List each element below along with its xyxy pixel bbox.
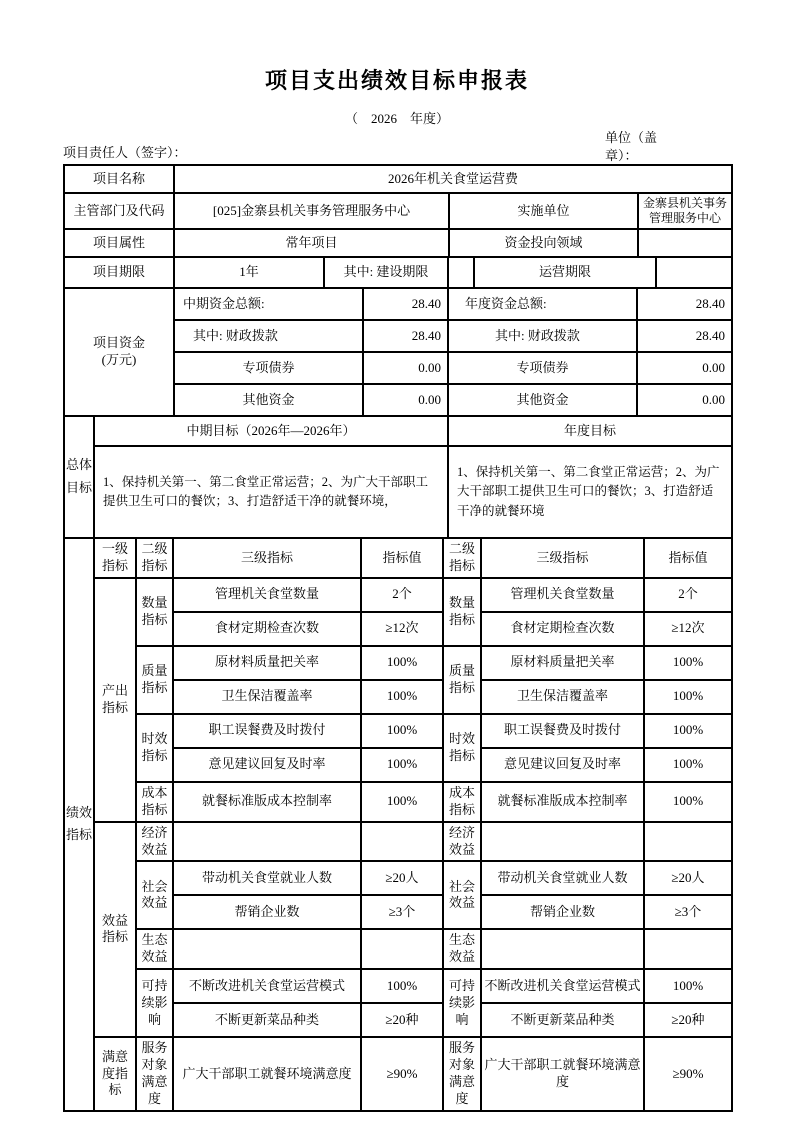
indicator-value-cell-mid: 100% xyxy=(361,714,443,748)
mid-goal-header-cell: 中期目标（2026年—2026年） xyxy=(94,416,448,446)
page-title: 项目支出绩效目标申报表 xyxy=(264,68,529,93)
performance-table xyxy=(63,537,733,1112)
indicator-name-cell-mid: 带动机关食堂就业人数 xyxy=(173,861,361,895)
funds-label-cell: 项目资金 (万元) xyxy=(64,288,174,416)
overall-label-cell: 总体目标 xyxy=(64,416,94,538)
overall-content-row xyxy=(64,446,732,538)
indicator-value-cell-mid: ≥90% xyxy=(361,1037,443,1111)
overall-header-row xyxy=(64,416,732,446)
indicator-name-cell-year: 卫生保洁覆盖率 xyxy=(481,680,644,714)
signer-label: 项目责任人（签字）： xyxy=(63,145,187,161)
indicator-row xyxy=(64,578,732,612)
indicator-value-cell-year: ≥20人 xyxy=(644,861,732,895)
indicator-row xyxy=(64,782,732,822)
indicator-name-cell-mid: 管理机关食堂数量 xyxy=(173,578,361,612)
value-header-cell-mid: 指标值 xyxy=(361,538,443,578)
year-goal-text-cell: 1、保持机关第一、第二食堂正常运营；2、为广大干部职工提供卫生可口的餐饮；3、打造舒适干净的就餐环境 xyxy=(448,446,732,538)
year-goal-header-cell: 年度目标 xyxy=(448,416,732,446)
level1-header-cell: 一级指标 xyxy=(94,538,136,578)
indicator-value-cell-mid: 100% xyxy=(361,748,443,782)
fund-mid-label-cell: 专项债券 xyxy=(174,352,363,384)
dept-cell: [025]金寨县机关事务管理服务中心 xyxy=(174,193,449,229)
indicator-value-cell-year: 100% xyxy=(644,680,732,714)
indicator-value-cell-year: ≥20种 xyxy=(644,1003,732,1037)
level2-group-cell-mid: 社会效益 xyxy=(136,861,173,929)
fund-year-value-cell: 0.00 xyxy=(637,384,732,416)
indicator-value-cell-mid: 100% xyxy=(361,782,443,822)
meta-row xyxy=(63,129,731,164)
indicator-name-cell-year: 原材料质量把关率 xyxy=(481,646,644,680)
indicator-name-cell-mid: 帮销企业数 xyxy=(173,895,361,929)
oper-period-label-cell: 运营期限 xyxy=(474,257,656,288)
level1-group-cell: 满意度指标 xyxy=(94,1037,136,1111)
indicator-name-cell-mid: 就餐标准版成本控制率 xyxy=(173,782,361,822)
perf-header-row xyxy=(64,538,732,578)
mid-goal-text-cell: 1、保持机关第一、第二食堂正常运营；2、为广大干部职工提供卫生可口的餐饮；3、打造舒适干净的就餐环境， xyxy=(94,446,448,538)
fund-year-value-cell: 28.40 xyxy=(637,320,732,352)
fund-row xyxy=(64,288,732,320)
build-period-label-cell: 其中: 建设期限 xyxy=(324,257,448,288)
dept-row xyxy=(64,193,732,229)
overall-goal-table xyxy=(63,415,733,539)
fund-year-value-cell: 28.40 xyxy=(637,288,732,320)
indicator-value-cell-year xyxy=(644,822,732,862)
fund-year-label-cell: 年度资金总额: xyxy=(448,288,637,320)
fund-year-label-cell: 其中: 财政拨款 xyxy=(448,320,637,352)
level2-group-cell-year: 质量指标 xyxy=(443,646,481,714)
indicator-name-cell-mid xyxy=(173,822,361,862)
value-header-cell-year: 指标值 xyxy=(644,538,732,578)
level2-group-cell-year: 可持续影响 xyxy=(443,969,481,1037)
project-name-cell: 2026年机关食堂运营费 xyxy=(174,165,732,193)
basic-info-table xyxy=(63,164,733,258)
indicator-value-cell-year: 2个 xyxy=(644,578,732,612)
indicator-name-cell-year: 管理机关食堂数量 xyxy=(481,578,644,612)
indicator-value-cell-year: 100% xyxy=(644,969,732,1003)
indicator-name-cell-year: 不断改进机关食堂运营模式 xyxy=(481,969,644,1003)
indicator-value-cell-mid: ≥12次 xyxy=(361,612,443,646)
indicator-value-cell-mid: 100% xyxy=(361,646,443,680)
indicator-name-cell-mid xyxy=(173,929,361,969)
indicator-value-cell-mid: 2个 xyxy=(361,578,443,612)
page-subtitle: （ 2026 年度） xyxy=(344,111,449,126)
fund-mid-value-cell: 28.40 xyxy=(363,320,448,352)
level2-group-cell-mid: 时效指标 xyxy=(136,714,173,782)
level2-group-cell-year: 成本指标 xyxy=(443,782,481,822)
level1-group-cell: 产出指标 xyxy=(94,578,136,822)
indicator-value-cell-mid xyxy=(361,929,443,969)
indicator-value-cell-mid: 100% xyxy=(361,969,443,1003)
level2-group-cell-year: 社会效益 xyxy=(443,861,481,929)
indicator-row xyxy=(64,969,732,1003)
indicator-row xyxy=(64,714,732,748)
period-table xyxy=(63,256,733,289)
oper-period-cell xyxy=(656,257,732,288)
fund-mid-value-cell: 0.00 xyxy=(363,384,448,416)
impl-unit-label-cell: 实施单位 xyxy=(449,193,638,229)
project-name-label-cell: 项目名称 xyxy=(64,165,174,193)
level2-group-cell-year: 生态效益 xyxy=(443,929,481,969)
indicator-name-cell-mid: 职工误餐费及时拨付 xyxy=(173,714,361,748)
funds-table xyxy=(63,287,733,417)
indicator-row xyxy=(64,646,732,680)
indicator-name-cell-mid: 意见建议回复及时率 xyxy=(173,748,361,782)
indicator-row xyxy=(64,929,732,969)
indicator-value-cell-year xyxy=(644,929,732,969)
indicator-name-cell-year: 食材定期检查次数 xyxy=(481,612,644,646)
indicator-name-cell-year: 带动机关食堂就业人数 xyxy=(481,861,644,895)
level2-group-cell-mid: 生态效益 xyxy=(136,929,173,969)
indicator-name-cell-year xyxy=(481,822,644,862)
indicator-row xyxy=(64,1037,732,1111)
indicator-name-cell-year: 意见建议回复及时率 xyxy=(481,748,644,782)
indicator-name-cell-year: 帮销企业数 xyxy=(481,895,644,929)
indicator-value-cell-mid xyxy=(361,822,443,862)
fund-year-label-cell: 专项债券 xyxy=(448,352,637,384)
indicator-value-cell-mid: ≥20种 xyxy=(361,1003,443,1037)
level3-header-cell-mid: 三级指标 xyxy=(173,538,361,578)
indicator-name-cell-mid: 卫生保洁覆盖率 xyxy=(173,680,361,714)
indicator-name-cell-year: 就餐标准版成本控制率 xyxy=(481,782,644,822)
attr-label-cell: 项目属性 xyxy=(64,229,174,257)
level2-group-cell-mid: 可持续影响 xyxy=(136,969,173,1037)
level2-group-cell-mid: 经济效益 xyxy=(136,822,173,862)
indicator-name-cell-year: 职工误餐费及时拨付 xyxy=(481,714,644,748)
indicator-name-cell-mid: 不断改进机关食堂运营模式 xyxy=(173,969,361,1003)
fund-year-label-cell: 其他资金 xyxy=(448,384,637,416)
indicator-name-cell-mid: 广大干部职工就餐环境满意度 xyxy=(173,1037,361,1111)
indicator-value-cell-year: 100% xyxy=(644,714,732,748)
unit-label: 单位（盖章）： xyxy=(605,130,658,163)
indicator-name-cell-mid: 原材料质量把关率 xyxy=(173,646,361,680)
level2-group-cell-year: 服务对象满意度 xyxy=(443,1037,481,1111)
fund-year-value-cell: 0.00 xyxy=(637,352,732,384)
fund-mid-label-cell: 其中: 财政拨款 xyxy=(174,320,363,352)
level2-group-cell-mid: 质量指标 xyxy=(136,646,173,714)
level2-group-cell-mid: 服务对象满意度 xyxy=(136,1037,173,1111)
attr-row xyxy=(64,229,732,257)
level3-header-cell-year: 三级指标 xyxy=(481,538,644,578)
indicator-value-cell-year: ≥12次 xyxy=(644,612,732,646)
dept-label-cell: 主管部门及代码 xyxy=(64,193,174,229)
fund-mid-value-cell: 0.00 xyxy=(363,352,448,384)
build-period-cell xyxy=(448,257,474,288)
attr-cell: 常年项目 xyxy=(174,229,449,257)
fund-mid-value-cell: 28.40 xyxy=(363,288,448,320)
indicator-name-cell-year: 广大干部职工就餐环境满意度 xyxy=(481,1037,644,1111)
indicator-value-cell-year: 100% xyxy=(644,748,732,782)
level2-group-cell-mid: 成本指标 xyxy=(136,782,173,822)
fund-field-label-cell: 资金投向领域 xyxy=(449,229,638,257)
fund-field-cell xyxy=(638,229,732,257)
perf-label-cell: 绩效指标 xyxy=(64,538,94,1111)
fund-mid-label-cell: 中期资金总额: xyxy=(174,288,363,320)
indicator-value-cell-year: 100% xyxy=(644,782,732,822)
indicator-value-cell-mid: 100% xyxy=(361,680,443,714)
period-row xyxy=(64,257,732,288)
level2-header-cell-year: 二级指标 xyxy=(443,538,481,578)
indicator-value-cell-year: 100% xyxy=(644,646,732,680)
indicator-value-cell-year: ≥90% xyxy=(644,1037,732,1111)
level2-group-cell-year: 经济效益 xyxy=(443,822,481,862)
level2-group-cell-mid: 数量指标 xyxy=(136,578,173,646)
project-name-row xyxy=(64,165,732,193)
fund-mid-label-cell: 其他资金 xyxy=(174,384,363,416)
indicator-value-cell-mid: ≥20人 xyxy=(361,861,443,895)
indicator-name-cell-year: 不断更新菜品种类 xyxy=(481,1003,644,1037)
indicator-row xyxy=(64,822,732,862)
level2-header-cell-mid: 二级指标 xyxy=(136,538,173,578)
period-cell: 1年 xyxy=(174,257,324,288)
level2-group-cell-year: 时效指标 xyxy=(443,714,481,782)
indicator-name-cell-year xyxy=(481,929,644,969)
indicator-value-cell-mid: ≥3个 xyxy=(361,895,443,929)
indicator-name-cell-mid: 不断更新菜品种类 xyxy=(173,1003,361,1037)
impl-unit-cell: 金寨县机关事务管理服务中心 xyxy=(638,193,732,229)
indicator-value-cell-year: ≥3个 xyxy=(644,895,732,929)
level2-group-cell-year: 数量指标 xyxy=(443,578,481,646)
period-label-cell: 项目期限 xyxy=(64,257,174,288)
indicator-name-cell-mid: 食材定期检查次数 xyxy=(173,612,361,646)
level1-group-cell: 效益指标 xyxy=(94,822,136,1038)
indicator-row xyxy=(64,861,732,895)
